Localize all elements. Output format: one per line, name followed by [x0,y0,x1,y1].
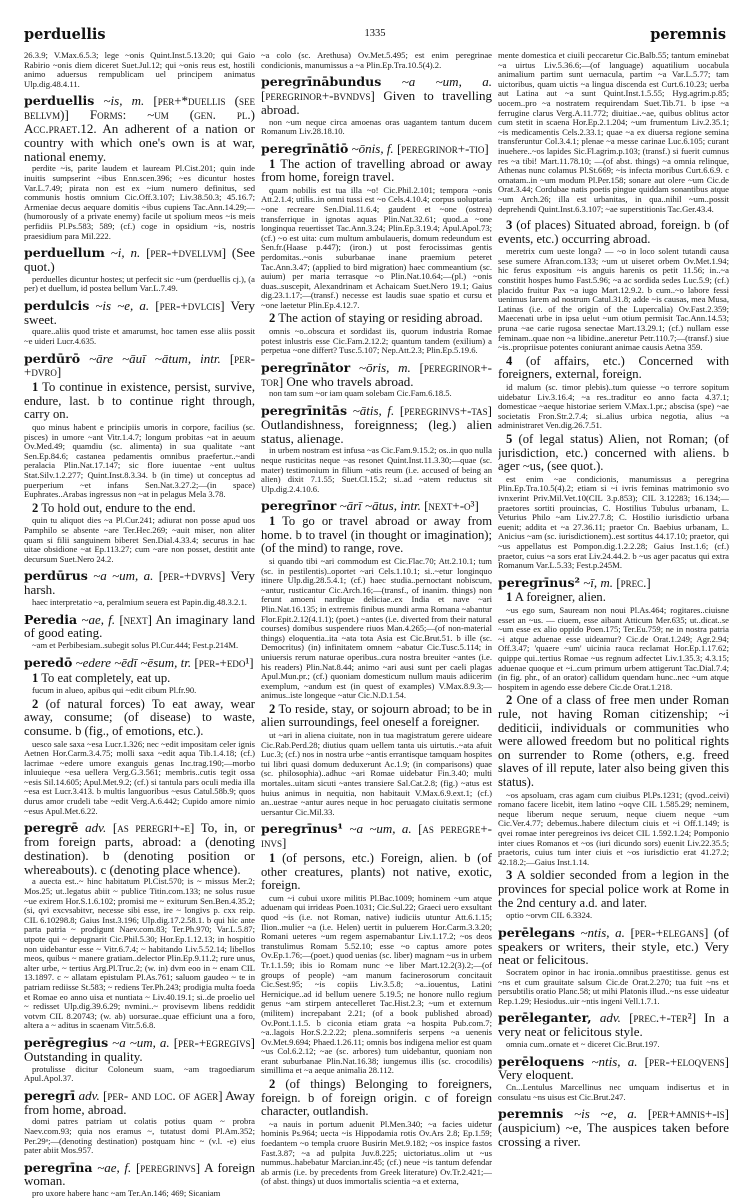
etymology: [peregrinvs+-tas] [399,403,492,419]
etymology: [next] [119,611,152,627]
dictionary-entry [24,1089,255,1156]
citations: perduelles dicuntur hostes; ut perfecit sic ~um (perduellis cj.), (a per) et duellum, id postea bellum Var.L.7.49. [24,273,255,294]
dictionary-entry [24,821,255,1031]
entry-header-line [261,499,492,513]
sense-definition: To continue in existence, persist, survive, endure, last. b to continue right through, carry on. [24,380,255,422]
etymology: [per+amnis+-is] [647,1106,729,1122]
grammar-info: adv. [85,820,107,836]
grammar-info: ~a ~um, a. [93,568,154,584]
entry-header-line [498,1055,729,1083]
entry-header-line [24,299,255,327]
sense-number: 2 [269,311,276,326]
dictionary-entry [24,1036,255,1084]
citations: mente domestica et ciuili peccaretur Cic.Balb.55; tantum eminebat ~a uirtus Liv.5.36.6;—(of language) aquatilium uocabula animalium partim sunt uernacula, partim ~a Var.L.5.77; tam uictoribus, quam uictis ~a lingua discenda est Curt.6.10.23; uerba aut Latina aut ~a sunt Quint.Inst.1.5.55; Hyg.agrim.p.85; uocem..pro ~a nostratem requirendam Suet.Tib.71. b ipse ~a ferrugine clarus Verg.A.11.772; diuitiae..~ae, quibus oblitus actor cum stetit in scaena Hor.Ep.2.1.204; ~um frumentum Liv.2.35.1; ~is medicamentis Cels.2.33.1; quae ~a ex diuersa regione semina transferuntur Col.3.4.1; plenae ~a messe carinae Luc.6.105; curant inuehere..~os lapides Sic.Fl.agrim.p.103; (transf.) si fuerit cumnus res ~a tibi! Mart.11.78.10; —(of abst. things) ~a omnia relinque, Athenas nunc colamus Pl.St.669; ~is infecta moribus Curt.6.6.9. c ornatam..in ~um modum Pl.Per.158; sonare aut olere ~um Cic.de Orat.3.44; Cordubae natis poetis pingue quiddam sonantibus atque ~um Arch.26; illa est urbanitas, in qua..nihil ~um..possit deprehendi Quint.Inst.6.3.107; ~ae superstitionis Tac.Ger.43.4. [498,50,729,214]
sense-number: 1 [32,380,39,395]
column-1 [24,50,255,1204]
continued-entry [261,51,492,70]
etymology: [per+*duellis (see bellvm)] Forms: ~um (gen. pl.) Acc.praet.12. [24,93,255,136]
sense [261,312,492,326]
page-number: 1335 [364,28,386,39]
definition: A foreign woman. [24,1159,255,1189]
etymology: [peregrinvs] [135,1159,201,1175]
sense-number: 2 [32,696,39,711]
definition: Outstanding in quality. [24,1048,143,1064]
citations: ~os apsoluam, cras agam cum ciuibus Pl.Ps.1231; (qvod..ceivi) romano facere licebit, item latino ~oqve CIL 1.585.29; neminem, neque liberum neque seruum, neque ciuem neque ~um Cic.Ver.4.77; debemus..habere dilectum ciuis et ~i Off.1.149; is qvei romae inter peregreinos ivs deicet CIL 1.592.1.24; Pomponio inter ciues Romanos et ~os (iuri dicundo sors) euenit Liv.22.35.5; praetoris, cuius tum inter ciuis et ~os iurisdictio erat 41.27.2; 42.18.2;—Gaius Inst.1.14. [498,789,729,867]
sense-definition: To eat completely, eat up. [41,670,171,685]
sense [24,672,255,686]
definition: In a very neat or felicitous style. [498,1010,729,1040]
entry-header-line [498,1107,729,1148]
sense-number: 1 [506,590,513,605]
sense [261,515,492,556]
sense-number: 1 [269,851,276,865]
citations: fucum in alueo, apibus qui ~edit cibum Pl.fr.90. [32,685,197,696]
sense-definition: (of persons, etc.) Foreign, alien. b (of other creatures, plants) not native, exotic, foreign. [261,851,492,893]
citations: omnis ~o..obscura et sordidast iis, quorum industria Romae potest inlustris esse Cic.Fam.2.12.2; quantum tandem (exilium) a perpetua ~one differt? Tusc.5.107; Nep.Att.2.3; Plin.Ep.5.19.6. [261,326,492,356]
etymology: [prec.+-ter²] [629,1010,697,1026]
continued-entry [498,51,729,214]
etymology: [peregrinor+-bvndvs] [261,87,375,103]
grammar-info: ~ae, f. [97,1159,132,1175]
headword: peregrīnitās [261,403,348,419]
headword: perdūrō [24,350,81,366]
sense-definition: (of natural forces) To eat away, wear away, consume; (of disease) to waste, consume. b (fig., of emotions, etc.). [24,696,255,738]
entry-header-line [24,1089,255,1117]
grammar-info: ~edere ~ēdī ~ēsum, tr. [75,654,192,670]
sense [498,694,729,789]
continued-entry [24,51,255,89]
citations: a auecta est..~ hinc habitatum Pl.Cist.570; is ~ missus Mer.2; Mos.25; ut..legatus abiit ~ publice Titin.com.133; ne solus rusue ~ue exirem Hor.S.1.6.102; promisi me ~ exiturum Sen.Ben.4.35.2; (si, qvi excvsabitvr, necesse sibi esse, ire ~ longivs p. cxx reip. CIL 6.10298.8; Gaius Inst.3.196; Ulp.dig.17.2.58.1. b qui hic ante parta patria ~ prodigunt Naev.com.83; Ter.Ph.970; Var.L.5.87; utpote qui ~ depugnarit Cic.Phil.5.30; Hor.Ep.1.12.13; in hospitio non uidebantur esse ~ Vitr.6.7.4; ~ habitando Liv.5.52.14; libellos meos, quibus ~ manere gratiam..delector Plin.Ep.9.11.2; rure unus, alter urbe, ~ tertius Arg.Pl.Truc.2; (w. in) dvm eoo in ~ enam CIL 13.1897. c ~ allatam epistulam Pl.As.761; saluom gaudeo ~ te in patriam rediisse St.583; ~ rediens Ter.Ph.243; prodigia multa foeda et Romae eo anno uisa et nuntiata ~ Liv.40.19.1; si..de proelio uel ~ redisset Ulp.dig.39.6.29; nvmini..~ provisevm libens reddidit votvm CIL 8.20743; (w. ab) uorsurae..quae efficiunt una a foro, altera a ~ aditus in scaenam Vitr.5.6.8. [24,876,255,1031]
citations: haec interpretatio ~a, peralmium seuera est Papin.dig.48.3.2.1. [32,596,247,607]
definition: (See quot.) [24,245,255,274]
citations: ~am et Perbibesiam..subegit solus Pl.Cur.444; Fest.p.214M. [32,640,239,651]
headword: peremnis [498,1106,564,1122]
headword: peredō [24,654,73,670]
definition: (auspicium) ~e, The auspices taken before crossing a river. [498,1120,729,1150]
entry-header-line [24,94,255,163]
citations: id malum (sc. timor plebis)..tum quiesse ~o terrore sopitum uidebatur Liv.3.16.4; ~a res..traditur eo anno facta 4.37.1; domesticae ~aeque historiae seriem V.Max.1.pr.; abscisa (spe) ~ae societatis Fron.Str.2.7.4; si..alius urbica negotia, alius ~a administraret Ven.dig.26.7.51. [498,382,729,431]
citations: cum ~i cubui uxore militis Pl.Bac.1009; hominem ~um atque aduenam qui irrideas Poen.1031; Cic.Sul.22; Graeci uero exsultant quod ~is (i.e. not Roman, native) iudiciis utuntur Att.6.1.15; Ilion..mulier ~a (i.e. Helen) uertit in puluerem Hor.Carm.3.3.20; Romani ueteres ~um regem aspernabantur Liv.1.17.2; ~os deos transtulimus Romam 5.52.10; esse ~o captus amore potes Ov.Ep.1.76;—(poet.) quod uenias (sc. liber) magnam ~us in urbem Tr.1.1.59; ibis io Romam nunc ~e liber Mart.12.2(3).2;—(of groups of people) ~am manum facinerosorum concitauit Cic.Sest.95; ~is copiis Liv.3.5.8; ~a..iouentus, Latini Hernicique..ad id bellum uenere 5.19.5; ne honore nullo regium genus ~am stirpem antecelleret Tac.Hist.2.3; ~um et externum (militem) increpabant 2.21; (of a book published abroad) Ov.Pont.1.1.5. b ciconia etiam grata ~a hospita Pub.com.7; ~a..lagois Hor.S.2.2.22; plena..somniferis serpens ~a uenenis Ov.Met.9.694; Phaed.1.26.11; omnis bos indigena melior est quam ~us Col.6.2.12; ~ae (sc. arbores) tum uidebantur, quoniam non erant suburbanae Plin.Nat.16.38; iungemus illis (sc. crocodilis) simillima et ~a aeque animalia 28.112. [261,892,492,1076]
sense [498,219,729,246]
definition: Very sweet. [24,297,255,327]
etymology: [per-+edo¹] [194,654,254,670]
headword: perduellis [24,93,95,109]
headword: perēleganter, [498,1010,592,1026]
dictionary-entry [261,142,492,356]
entry-header-line [261,361,492,389]
entry-header-line [261,822,492,850]
citations: quam nobilis est tua illa ~o! Cic.Phil.2.101; tempora ~onis Att.2.1.4; utilis..in omni tussi est ~o Cels.4.10.4; corpus uoluptaria ~one recreare Sen.Dial.11.6.4; gaudent et ~one (ostrea) transferrique in ignotas aquas Plin.Nat.32.61; quod..a ~one longinqua reuertisset Tac.Ann.3.24; Plin.Ep.3.19.4; Apul.Apol.73; (cf.) ~o est uita: cum multum ambulaueris, domum redeundum est Sen.fr.(Haase p.447); (iron.) ut post ferocissimas gentis perdomitas..~onis suburbanae inane praemium peteret Tac.Ann.3.47; (applied to bird migration) haec commeantium (sc. auium) per maria terrasque ~o Plin.Nat.10.64;—(pl.) ~onis duas..suscepit, Alexandrinam et Achaicam Suet.Nero 19.1; Gaius dig.23.1.17;—(transf.) necesse est laudis suae spatio et cursu et ~one laetetur Plin.Ep.4.12.7. [261,184,492,310]
sense-definition: A soldier seconded from a legion in the provinces for special police work at Rome in the 2nd century a.d. and later. [498,868,729,910]
sense-definition: The action of staying or residing abroad. [278,311,483,326]
citations: 26.3.9; V.Max.6.5.3; lege ~onis Quint.Inst.5.13.20; qui Gaio Rabirio ~onis diem diceret Suet.Jul.12; qui ~onis reus est, hostili animo aduersus rempublicam uel principem animatus Ulp.dig.48.4.11. [24,50,255,89]
entry-header-line [24,352,255,380]
citations: non tam sum ~or iam quam solebam Cic.Fam.6.18.5. [269,388,452,399]
citations: protulisse dicitur Coloneum suam, ~am tragoediarum Apul.Apol.37. [24,1063,255,1084]
grammar-info: ~ntis, a. [591,1053,638,1069]
dictionary-entry [498,1011,729,1049]
sense-number: 2 [32,500,39,515]
sense [498,355,729,382]
sense-definition: The action of travelling abroad or away from home, foreign travel. [261,156,492,185]
grammar-info: adv. [78,1087,100,1103]
grammar-info: ~ae, f. [81,611,116,627]
dictionary-entry [261,499,492,817]
etymology: [per-+egregivs] [173,1034,255,1050]
sense-number: 2 [506,693,513,708]
grammar-info: ~ōris, m. [358,359,411,375]
citations: ~us ego sum, Sauream non noui Pl.As.464; rogitares..ciuisne esset an ~us. — ciuem, esse aibant Atticum Mer.635; ut..dicat..se ~um esse ex alio oppido Poen.175; Ter.Eu.759; ne in nostra patria ~i atque aduenae esse uideamur? Cic.de Orat.1.249; Agr.2.94; Off.3.47; 'quaere ~um' uicinia rauca reclamat Hor.Ep.1.17.62; quippe qui..tertius Romae ~us regnum adfectet Liv.1.35.3; 4.3.15; aduenae quoque et ~i..cum primum urbem attigerunt Tac.Dial.7.4; (in fig. phr., of an orator) callidum quendam hunc..nec ~um atque hospitem in agendo esse debere Cic.de Orat.1.218. [498,605,729,692]
sense [24,698,255,739]
sense [261,158,492,185]
citations: Cn...Lentulus Marcellinus nec umquam indisertus et in consulatu ~ns uisus est Cic.Brut.247. [498,1082,729,1102]
entry-header-line [24,569,255,597]
etymology: [as peregri+-e] [112,820,195,836]
etymology: [next+-o³] [424,498,479,514]
sense-definition: To go or travel abroad or away from home. b to travel (in thought or imagination); (of the mind) to range, rove. [261,514,492,556]
citations: quare..aliis quod triste et amarumst, hoc tamen esse aliis possit ~e uideri Lucr.4.635. [24,326,255,347]
citations: domi patres patriam ut colatis potius quam ~ probra Naev.com.93; quia nos eramus ~, tutatust domi Pl.Am.352; Per.29ᵃ;—(denoting destination) postquam hinc ~ (v.l. -e) eius pater abiit Mos.957. [24,1116,255,1156]
entry-header-line [261,142,492,156]
citations: non ~um neque circa amoenas oras uagantem tantum ducem Romanum Liv.28.18.10. [261,116,492,137]
grammar-info: ~ōnis, f. [351,140,394,156]
citations: quo minus habent e principiis umoris in corpore, facilius (sc. pisces) in umore ~ant Vitr.1.4.7; longum probitas ~at in aeuum Ov.Med.49; quamdiu (sc. alimenta) in sua qualitate ~ant Sen.Ep.84.6; castanea pedamentis omnibus praefertur..~andi peralacia Plin.Nat.17.147; sic flore iuuentae ~ent uultus Stat.Silv.1.2.277; Quint.Inst.8.3.34. b (in time) ut conceptus ad puerperium ~et infans Sen.Nat.3.27.2;—(in space) Euphrates..Arabas ingressus non ~at in pelagus Mela 3.78. [24,422,255,500]
dictionary-entry [24,246,255,294]
dictionary-entry [24,613,255,651]
entry-header-line [24,1161,255,1189]
sense [24,502,255,516]
definition: (of speakers or writers, their style, etc.) Very neat or felicitous. [498,924,729,968]
citations: optio ~orvm CIL 6.3324. [506,910,593,921]
citations: in urbem nostram est infusa ~as Cic.Fam.9.15.2; os..in quo nulla neque rusticitas neque ~as resonet Quint.Inst.11.3.30;—quae (sc. mater) testimonium in filium ~atis reum (i.e. accused of being an alien) dixit 7.1.55; Suet.Cl.15.2; si..ad ~atem reductus sit Ulp.dig.2.4.10.6. [261,445,492,494]
citations: uesco sale saxa ~esa Lucr.1.326; nec ~edit impositam celer ignis Aetnen Hor.Carm.3.4.75; molli saxa ~edit aqua Tib.1.4.18; (cf.) lacrimae ~edere umore exanguis genas Inc.trag.190;—morbo inluuieque ~esa uellera Verg.G.3.561; membris..cutis tegit ossa ~esis Sil.14.605; Apul.Met.9.2; (cf.) si tantula pars oculi media illa ~esa est Lucr.3.413. b multis languoribus ~esus Catul.58b.9; quos durus amor crudeli tabe ~edit Verg.A.6.442; Cupido amore nimio ~esus Apul.Met.6.22. [24,738,255,816]
guide-word-right: peremnis [650,26,726,43]
sense-definition: To reside, stay, or sojourn abroad; to be in alien surroundings, feel oneself a foreigner. [261,701,492,730]
citations: si quando tibi ~ari commodum est Cic.Flac.70; Att.2.10.1; tum (sc. in pestilentis)..oportet ~ari Cels.1.10.1; si..~etur longinquo itinere Ulp.dig.28.5.4.1; (cf.) haec studia..pernoctant nobiscum, ~antur, rusticantur Cic.Arch.16;—(transf., of inanim. things) non ferunt amoeni nardique deliciae..ex India et nave ~ari Plin.Nat.16.135; in extremis finibus mundi arma Romana ~abantur Flor.Epit.2.12(4.1.1); (poet.) ~antes (i.e. diverted from their natural courses) domibus suspendere riuos Man.4.265;—(of non-material things) eloquentia..ita ~ata tota Asia est Cic.Brut.51. b ille (sc. Democritus) (in) infinitatem omnem ~abatur Cic.Tusc.5.114; in uniuersis rerum naturae operibus..cura nostra breuiter ~antes (i.e. his readers) Plin.Nat.8.44; animo ~ari ausi sunt per caeli plagas Apul.Mun.pr.; (cf.) quoniam domesticum nullum mauis adiicerim exemplum, ~andum est (in quest of examples) V.Max.8.9.3;—animus..iste longeque ~atur Cic.N.D.1.54. [261,555,492,701]
sense [24,381,255,422]
sense [261,1078,492,1119]
headword: peregrīnus² [498,574,580,590]
citations: ~a colo (sc. Arethusa) Ov.Met.5.495; est enim peregrinae condicionis, manumissus a ~a Plin.Ep.Tra.10.5(4).2. [261,50,492,70]
entry-header-line [24,656,255,670]
dictionary-entry [261,822,492,1187]
sense-definition: (of places) Situated abroad, foreign. b (of events, etc.) occurring abroad. [498,218,729,246]
sense-definition: (of affairs, etc.) Concerned with foreigners, external, foreign. [498,353,729,382]
sense-definition: (of things) Belonging to foreigners, foreign. b of foreign origin. c of foreign character, outlandish. [261,1077,492,1119]
sense [261,852,492,893]
dictionary-entry [498,576,729,921]
grammar-info: adv. [599,1010,621,1026]
etymology: [per-+dvellvm] [146,245,227,261]
grammar-info: ~ātis, f. [352,403,395,419]
page-header [24,26,726,48]
etymology: [prec.] [616,574,651,590]
citations: est enim ~ae condicionis, manumissus a peregrina Plin.Ep.Tra.10.5(4).2; etiam si ~i ivris feminas matrimonio svo ivnxerint Priv.Mil.Vet.10(CIL 3.p.853); CIL 3.12283; 16.134;—praetores sortiti prouincias, C. Hostilius Tubulus urbanam, L. Veturius Philo ~am Liv.27.7.8; C. Hostilio iurisdictio urbana euenit; addita et ~a 27.36.11; praetor Cn. Baebius urbanam, L. Anicius ~am (sc. iurisdictionem)..est sortitus 44.17.10; praetor, qui ~us appellatus est Pompon.dig.1.2.2.28; Gaius Inst.1.6; (cf.) praetor, cuius ~a sors erat Liv.24.44.2. b ~us ager pacatus qui extra Romanum Var.L.5.33; Fest.p.245M. [498,473,729,571]
dictionary-entry [24,352,255,565]
entry-header-line [24,246,255,274]
dictionary-entry [261,361,492,399]
sense-definition: To hold out, endure to the end. [41,500,196,515]
citations: ~a nauis in portum aduenit Pl.Men.340; ~a facies uidetur hominis Ps.964; uecta ~is Hippodamia rotis Ov.Ars 2.8; Ep.1.59; foedantem ~o templa cruore Busirin Met.9.182; ~os inspice fastos Fast.3.87; ~a ad pulpita Juv.8.225; uictoriatus..olim ut ~us nummus..habebatur Marcian.inr.45; (cf.) neue ~is tantum defendar ab armis (i.e. by precedents from Greek literature) Ov.Tr.2.421;—(of abst. things) ut duos immortalis scientia ~a et externa, [261,1118,492,1187]
grammar-info: ~is ~e, a. [95,297,150,313]
grammar-info: ~i, n. [110,245,141,261]
headword: perēloquens [498,1053,585,1069]
citations: Socratem opinor in hac ironia..omnibus praestitisse. genus est ~ns et cum grauitate salsum Cic.de Orat.2.270; tua fuit ~ns et persubtilis oratio Planc.58; ut mihi Platonis illud..~ns esse uideatur Rep.1.29; Hesiodus..uir ~ntis ingeni Vell.1.7.1. [498,967,729,1006]
dictionary-entry [24,94,255,241]
sense-definition: A foreigner, alien. [514,590,606,605]
headword: peregrīnātiō [261,140,349,156]
etymology: [peregrinor+-tio] [396,140,489,156]
headword: perdulcis [24,297,90,313]
sense-number: 3 [506,218,513,233]
dictionary-entry [498,1055,729,1103]
entry-header-line [24,821,255,876]
etymology: [as peregre+-invs] [261,821,492,851]
dictionary-entry [24,656,255,817]
dictionary-entry [24,299,255,347]
sense-number: 1 [269,156,276,171]
sense [498,869,729,910]
etymology: [per- and loc. of ager] [103,1087,223,1103]
etymology: [per-+elegans] [630,924,709,940]
headword: peregrīnābundus [261,74,382,90]
citations: quin tu aliquot dies ~a Pl.Cur.241; adiurat non posse apud uos Pamphilo se absente ~are Ter.Hec.269; ~auit miser, non aliter quam si filii sanguinem biberet Sen.Dial.4.33.4; securus in hac uitae obsidione ~at Ep.113.27; cum ~are non posset, destitit ante decursum Suet.Nero 24.2. [24,515,255,564]
definition: An adherent of a nation or country with which one's own is at war, national enemy. [24,120,255,164]
grammar-info: ~ī, m. [583,574,614,590]
etymology: [per-+dvlcis] [155,297,225,313]
sense [261,703,492,730]
headword: peregrē [24,820,79,836]
sense-number: 3 [506,868,513,883]
dictionary-entry [24,1161,255,1199]
headword: perēgregius [24,1034,109,1050]
definition: Given to travelling abroad. [261,87,492,117]
sense-number: 2 [269,1077,276,1092]
grammar-info: ~ntis, a. [580,924,625,940]
dictionary-columns [24,50,730,1204]
etymology: [per-+dvro] [24,350,255,380]
column-2 [261,50,492,1204]
definition: Away from home, abroad. [24,1087,255,1117]
sense-number: 5 [506,431,513,446]
dictionary-entry [498,926,729,1007]
grammar-info: ~a ~um, a. [401,74,492,90]
sense-number: 1 [269,514,276,529]
definition: An imaginary land of good eating. [24,611,255,641]
citations: meretrix cum ueste longa? — ~o in loco solent tutandi causa sese sumere Afran.com.133; ~um ut uiseret orbem Ov.Met.1.94; hic ferus expositum ~is anguis harenis os petit 11.56; in..~a constitit hospes humo Fast.5.96; ~a ac sordida sedes Luc.5.9; (cf.) placido fruitur Pax ~a iugo Mart.12.9.2. b cum..~o labore fessi uenimus larem ad nostrum Catul.31.8; adde ~is causas, mea Musa, Latinas (i.e. of the origin of the Lupercalia) Ov.Fast.2.359; Maecenati urbe in ipsa uelut ~um otium permisit Tac.Ann.14.53; pruna ~ae carie rugosa senectae Mart.13.29.1; (cf.) nullam esse feminam..quae non ~a libidine..aneretur Petr.110.7;—(transf.) siue ~is..propriisue potentes coniurant animae causis Aetna 359. [498,246,729,353]
definition: Very harsh. [24,568,255,598]
sense-definition: (of legal status) Alien, not Roman; (of jurisdiction, etc.) concerned with aliens. b ager ~us, (see quot.). [498,431,729,474]
grammar-info: ~ārī ~ātus, intr. [339,498,421,514]
grammar-info: ~is ~e, a. [574,1106,638,1122]
headword: peregrīnātor [261,359,351,375]
headword: peregrīnus¹ [261,821,343,837]
sense [498,433,729,474]
citations: ut ~ari in aliena ciuitate, non in tua magistratum gerere uideare Cic.Rab.Perd.28; diutius quam uellem tanta uis uirtutis..~ata afuit Luc.3; (cf.) nos in nostra urbe ~antis errantisque tamquam hospites tui libri quasi domum deduxerunt Ac.1.9; (in comparisons) quae (sc. philosophia)..adhuc ~ari Romae uidebatur Fin.3.40; multi mortales..uitam sicuti ~antes transiere Sal.Cat.2.8; (fig.) ~atus est huius animus in nequitia, non habitauit V.Max.6.9.ext.1; (cf.) an..uestrae ~antur aures neque in hoc peruagato ciuitatis sermone uersantur Cic.Mil.33. [261,730,492,817]
dictionary-entry [261,404,492,494]
definition: To, in, or from foreign parts, abroad: a (denoting destination). b (denoting position or whereabouts). c (denoting place whence). [24,820,255,877]
entry-header-line [498,926,729,967]
continued-entry [498,219,729,571]
etymology: [per-+eloqvens] [644,1053,729,1069]
headword: Peredia [24,611,78,627]
etymology: [per-+dvrvs] [158,568,226,584]
entry-header-line [498,1011,729,1039]
citations: perdite ~is, parite laudem et lauream Pl.Cist.201; quin inde inuitis sumpserint ~ibus Enn.scen.396; ~es dicuntur hostes Var.L.7.49; pirata non est ex ~ium numero definitus, sed communis hostis omnium Cic.Off.3.107; Liv.38.50.3; 45.16.7; Armeniae decus aequare domitis ~ibus cupiens Tac.Ann.14.29;—(humorously of a private enemy) facile ut spolium meos ~is meis perfidiis Pl.Ps.583; 589; (cf.) coge in opsidium ~is, nostris praesidium para Mil.222. [24,163,255,241]
citations: omnia cum..ornate et ~ diceret Cic.Brut.197. [506,1039,660,1050]
headword: peregrīnor [261,498,337,514]
entry-header-line [498,576,729,590]
definition: Outlandishness, foreignness; (leg.) alien status, alienage. [261,416,492,446]
headword: peregrī [24,1087,76,1103]
sense-definition: One of a class of free men under Roman rule, not having Roman citizenship; ~i dediticii, individuals or communities who were allowed freedom but no political rights on surrender to Rome (others, e.g. freed slaves of ill repute, later also being given this status). [498,693,729,789]
column-3 [498,50,729,1204]
sense-number: 4 [506,353,513,368]
guide-word-left: perduellis [24,26,106,43]
dictionary-entry [498,1107,729,1148]
grammar-info: ~a ~um, a. [349,821,412,837]
entry-header-line [261,404,492,445]
headword: perēlegans [498,924,575,940]
sense-number: 2 [269,701,276,716]
definition: One who travels abroad. [286,373,414,389]
sense [498,591,729,605]
citations: pro uxore habere hanc ~am Ter.An.146; 469; Sicaniam [32,1188,221,1199]
grammar-info: ~is, m. [103,93,145,109]
definition: Very eloquent. [498,1067,574,1083]
headword: peregrīna [24,1159,93,1175]
dictionary-entry [24,569,255,607]
headword: perdūrus [24,568,88,584]
dictionary-entry [261,75,492,137]
entry-header-line [24,1036,255,1064]
entry-header-line [261,75,492,116]
grammar-info: ~a ~um, a. [112,1034,170,1050]
sense-number: 1 [32,670,39,685]
entry-header-line [24,613,255,641]
etymology: [peregrinor+-tor] [261,359,492,389]
headword: perduellum [24,245,105,261]
grammar-info: ~āre ~āuī ~ātum, intr. [89,350,221,366]
